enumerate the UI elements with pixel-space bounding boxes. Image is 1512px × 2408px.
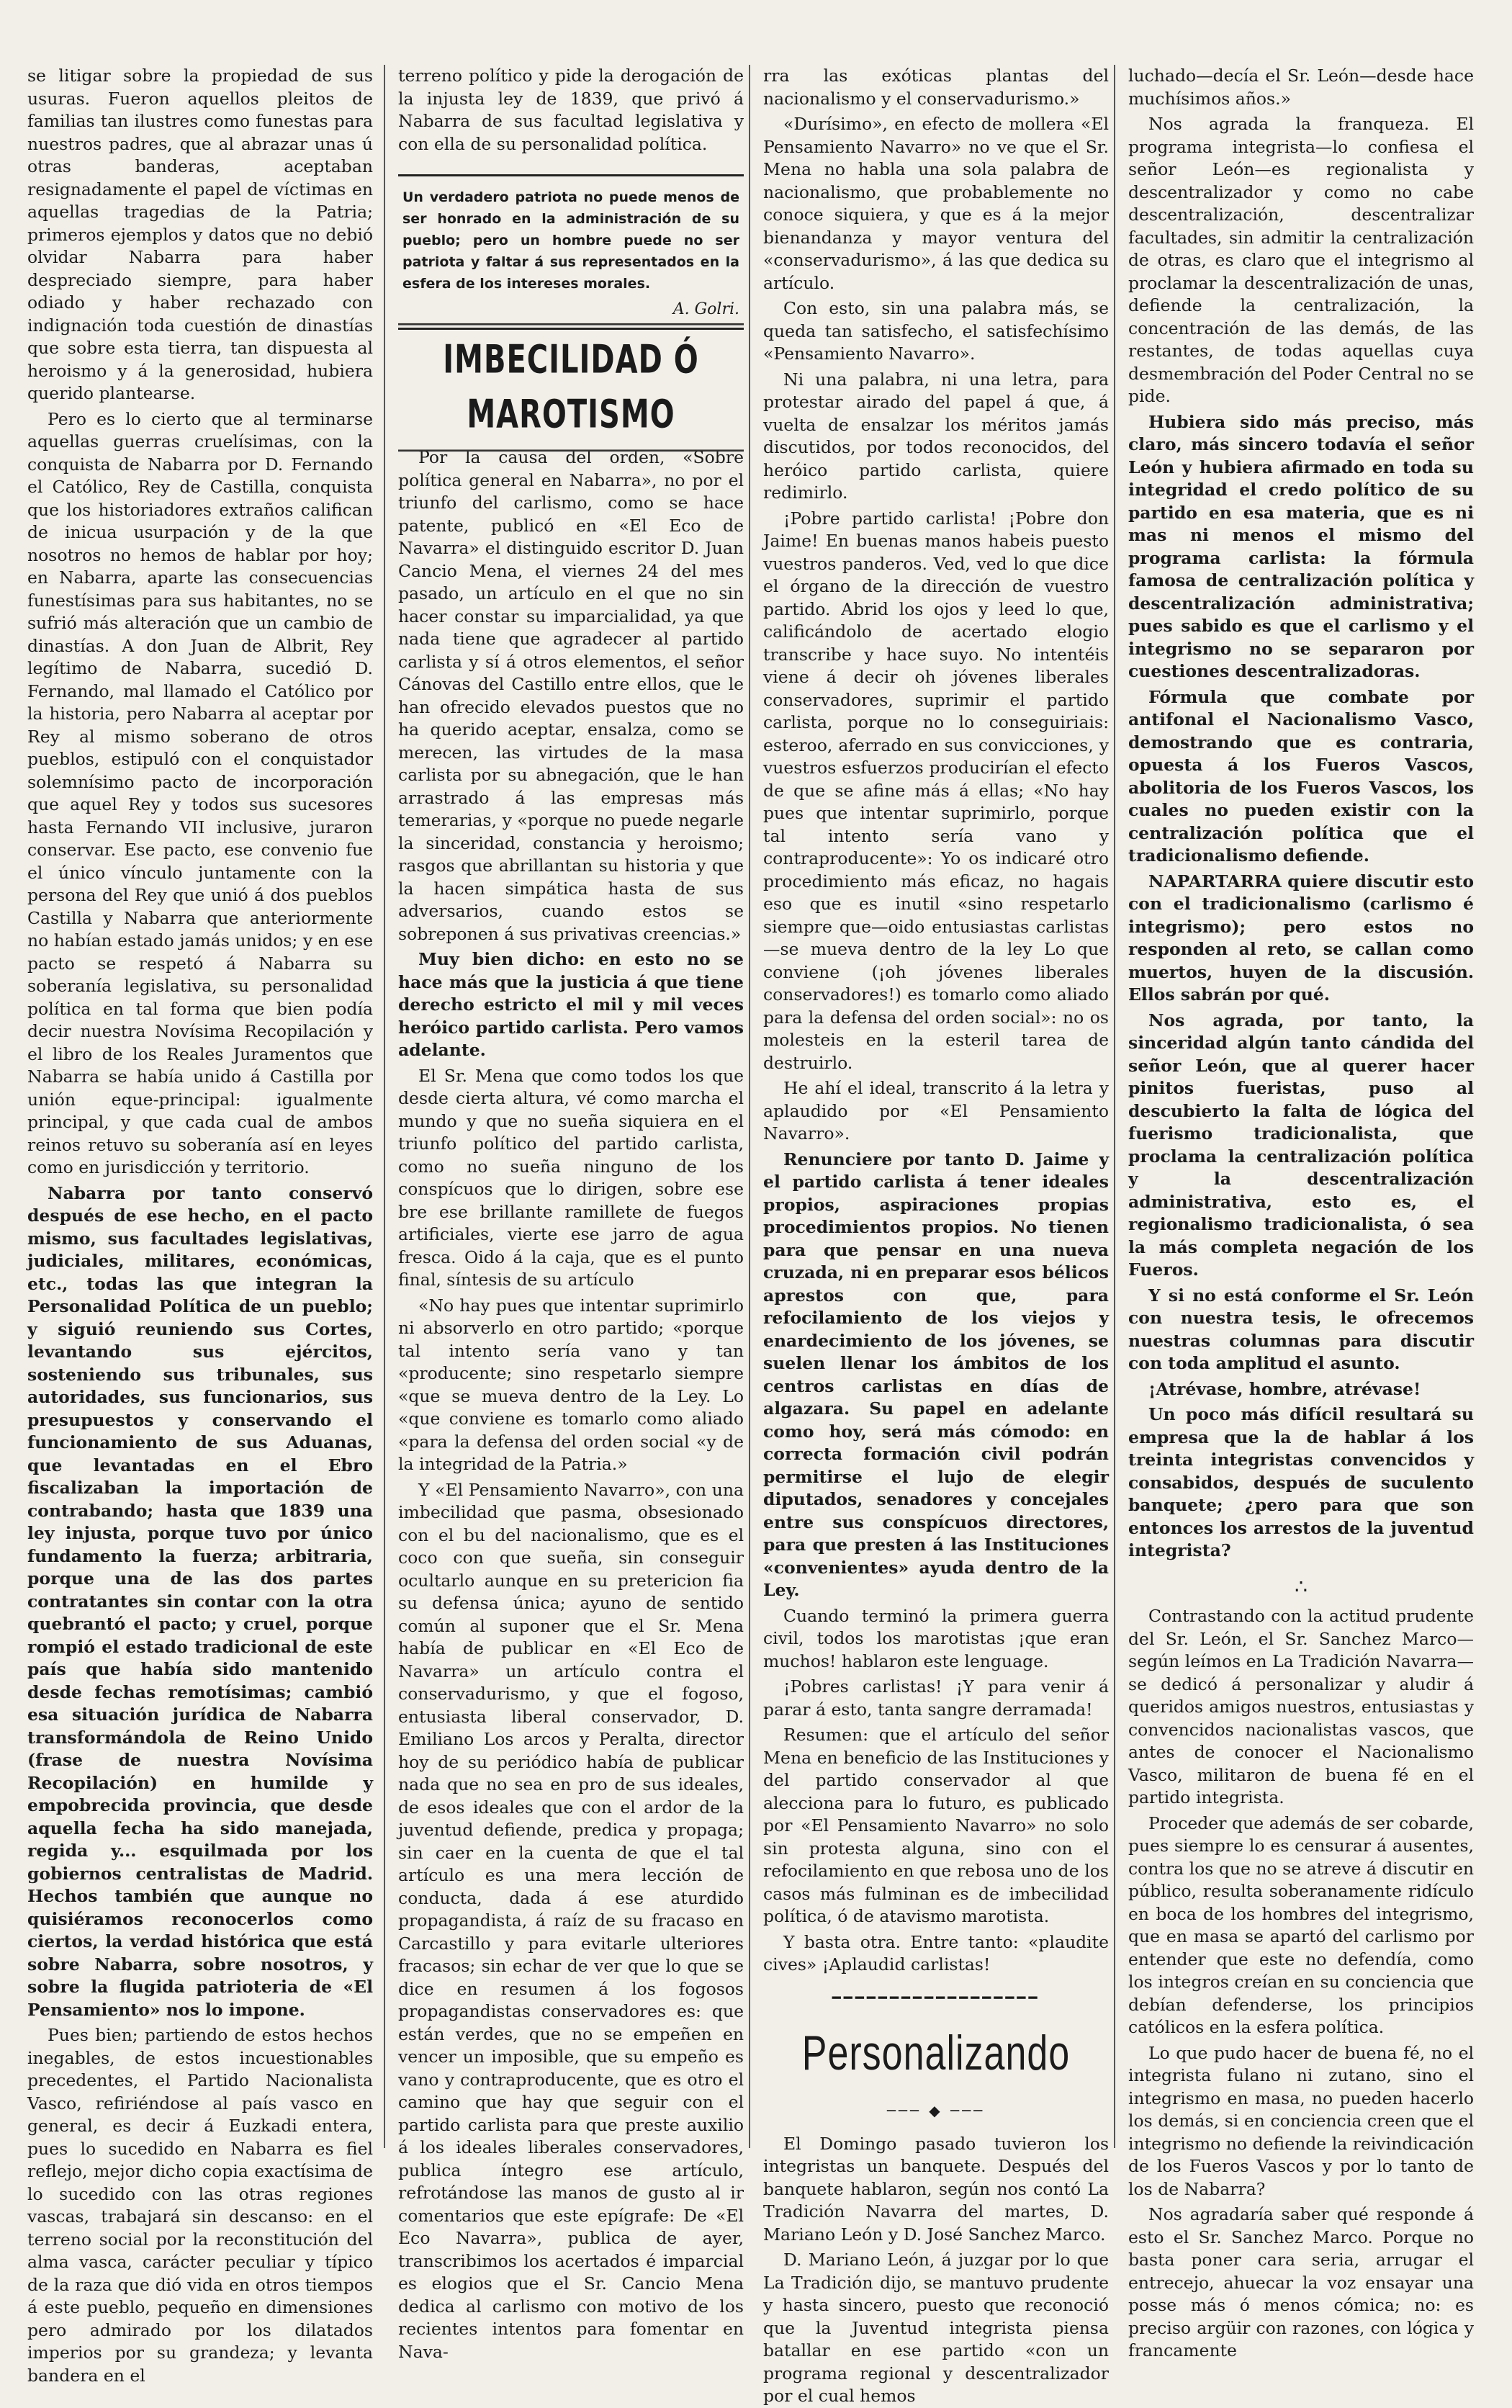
article-paragraph: Nos agradaría saber qué responde á esto el Sr. Sanchez Marco. Porque no basta poner cara seria, arrugar el entrecejo, ahuecar la voz ensayar una posse más ó menos cómica; no: es preciso argüir con razones, con lógica y francamente: [1128, 2204, 1474, 2360]
article-paragraph: Por la causa del orden, «Sobre política general en Nabarra», no por el triunfo del carlismo, como se hace patente, publicó en «El Eco de Navarra» el distinguido escritor D. Juan Cancio Mena, el viernes 24 del mes pasado, un artículo en el que no sin hacer constar su imparcialidad, ya que nada tiene que agradecer al partido carlista y sí á otros elementos, el señor Cánovas del Castillo entre ellos, que le han ofrecido elevados puestos que no ha querido aceptar, ensalza, como se merecen, las virtudes de la masa carlista por su abnegación, que le han arrastrado á las empresas más temerarias, y «porque no puede negarle la sinceridad, constancia y heroismo; rasgos que abrillantan su historia y que la hacen simpática hasta de sus adversarios, cuando estos se sobreponen á sus privativas creencias.»: [398, 447, 744, 944]
article-paragraph: ¡Pobre partido carlista! ¡Pobre don Jaime! En buenas manos habeis puesto vuestros panderos. Ved, ved lo que dice el órgano de la dirección de vuestro partido. Abrid los ojos y leed lo que, calificándolo de acertado elogio transcribe y hace suyo. No intentéis viene á decir oh jóvenes liberales conservadores, suprimir el partido carlista, porque no lo conseguiriais: esteroo, aferrado en sus convicciones, y vuestros esfuerzos producirían el efecto de que se afine más á ellas; «No hay pues que intentar suprimirlo, porque tal intento sería vano y contraproducente»: Yo os indicaré otro procedimiento más eficaz, no hagais eso que es inutil «sino respetarlo siempre que—oido entusiastas carlistas—se mueva dentro de la ley Lo que conviene (¡oh jóvenes liberales conservadores!) es tomarlo como aliado para la defensa del orden social»: no os molesteis en la esteril tarea de destruirlo.: [763, 508, 1109, 1073]
article-paragraph: NAPARTARRA quiere discutir esto con el tradicionalismo (carlismo é integrismo); pero estos no responden al reto, se callan como muertos, huyen de la discusión. Ellos sabrán por qué.: [1128, 871, 1474, 1005]
article-paragraph: Renunciere por tanto D. Jaime y el partido carlista á tener ideales propios, aspiraciones propias procedimientos propios. No tienen para que pensar en una nueva cruzada, ni en preparar esos bélicos aprestos con que, para refocilamiento de los viejos y enardecimiento de los jóvenes, se suelen llenar los ámbitos de los centros carlistas en días de algazara. Su papel en adelante como hoy, será más cómodo: en correcta formación civil podrán permitirse el lujo de elegir diputados, senadores y concejales entre sus conspícuos directores, para que presten á las Instituciones «convenientes» ayuda dentro de la Ley.: [763, 1149, 1109, 1600]
article-paragraph: Contrastando con la actitud prudente del Sr. León, el Sr. Sanchez Marco—según leímos en La Tradición Navarra—se dedicó á personalizar y aludir á queridos amigos nuestros, entusiastas y convencidos nacionalistas vascos, que antes de conocer el Nacionalismo Vasco, militaron de buena fé en el partido integrista.: [1128, 1606, 1474, 1807]
article-paragraph: Nos agrada la franqueza. El programa integrista—lo confiesa el señor León—es regionalista y descentralizador y como no cabe descentralización, descentralizar facultades, sin admitir la centralización de otras, es claro que el integrismo al proclamar la descentralización de unas, defiende la centralización, la concentración de las demás, de las restantes, de todas aquellas cuya desmembración del Poder Central no se pide.: [1128, 114, 1474, 406]
article-paragraph: Y si no está conforme el Sr. León con nuestra tesis, le ofrecemos nuestras columnas para discutir con toda amplitud el asunto.: [1128, 1285, 1474, 1373]
article-paragraph: Muy bien dicho: en esto no se hace más que la justicia á que tiene derecho estricto el mil y mil veces heróico partido carlista. Pero vamos adelante.: [398, 949, 744, 1060]
article-paragraph: «No hay pues que intentar suprimirlo ni absorverlo en otro partido; «porque tal intento sería vano y tan «producente; sino respetarlo siempre «que se mueva dentro de la Ley. Lo «que conviene es tomarlo como aliado «para la defensa del orden social «y de la integridad de la Patria.»: [398, 1295, 744, 1474]
article-paragraph: Y basta otra. Entre tanto: «plaudite cives» ¡Aplaudid carlistas!: [763, 1931, 1109, 1975]
article-paragraph: He ahí el ideal, transcrito á la letra y aplaudido por «El Pensamiento Navarro».: [763, 1078, 1109, 1144]
article-paragraph: Y «El Pensamiento Navarro», con una imbecilidad que pasma, obsesionado con el bu del nacionalismo, que es el coco con que sueña, sin conseguir ocultarlo aunque en su pretericion fia su defensa única; ayuno de sentido común al suponer que el Sr. Mena había de publicar en «El Eco de Navarra» un artículo contra el conservadurismo, y que el fogoso, entusiasta liberal conservador, D. Emiliano Los arcos y Peralta, director hoy de su periódico había de publicar nada que no sea en pro de sus ideales, de esos ideales que con el ardor de la juventud defiende, predica y propaga; sin caer en la cuenta de que el tal artículo es una mera lección de conducta, dada á ese aturdido propagandista, á raíz de su fracaso en Carcastillo y para evitarle ulteriores fracasos; sin echar de ver que lo que se dice en resumen á los fogosos propagandistas conservadores es: que están verdes, que no se empeñen en vencer un imposible, que su empeño es vano y contraproducente, que es otro el camino que hay que seguir con el partido carlista para que preste auxilio á los ideales liberales conservadores, publica íntegro ese artículo, refrotándose las manos de gusto al ir comentarios que este epígrafe: De «El Eco Navarra», publica de ayer, transcribimos los acertados é imparcial es elogios que el Sr. Cancio Mena dedica al carlismo con motivo de los recientes intentos para fomentar en Nava-: [398, 1479, 744, 2362]
article-paragraph: Nos agrada, por tanto, la sinceridad algún tanto cándida del señor León, que al querer hacer pinitos fueristas, puso al descubierto la falta de lógica del fuerismo tradicionalista, que proclama la centralización política y la descentralización administrativa, esto es, el regionalismo tradicionalista, ó sea la más completa negación de los Fueros.: [1128, 1010, 1474, 1280]
quote-text: Un verdadero patriota no puede menos de ser honrado en la administración de su pueblo; pero un hombre puede no ser patriota y faltar á sus representados en la esfera de los intereses morales.: [402, 189, 739, 292]
article-paragraph: Un poco más difícil resultará su empresa que la de hablar á los treinta integristas convencidos y consabidos, después de suculento banquete; ¿pero para que son entonces los arrestos de la juventud integrista?: [1128, 1404, 1474, 1560]
article-paragraph: El Domingo pasado tuvieron los integristas un banquete. Después del banquete hablaron, según nos contó La Tradición Navarra del martes, D. Mariano León y D. José Sanchez Marco.: [763, 2133, 1109, 2245]
article-paragraph: Resumen: que el artículo del señor Mena en beneficio de las Instituciones y del partido conservador al que alecciona para lo futuro, es publicado por «El Pensamiento Navarro» no solo sin protesta alguna, sino con el refocilamiento en que rebosa uno de los casos más fulminan es de imbecilidad política, ó de atavismo marotista.: [763, 1725, 1109, 1926]
article-paragraph: Cuando terminó la primera guerra civil, todos los marotistas ¡que eran muchos! hablaron este lenguage.: [763, 1605, 1109, 1671]
column-rule: [749, 65, 750, 2148]
ornament-divider: ─── ◆ ───: [886, 2102, 986, 2119]
article-paragraph: D. Mariano León, á juzgar por lo que La Tradición dijo, se mantuvo prudente y hasta sincero, puesto que reconoció que la Juventud integrista piensa batallar en ese partido «con un programa regional y descentralizador por el cual hemos: [763, 2250, 1109, 2406]
article-paragraph: Hubiera sido más preciso, más claro, más sincero todavía el señor León y hubiera afirmado en toda su integridad el credo político de su partido en esa materia, que es ni mas ni menos el mismo del programa carlista: la fórmula famosa de centralización política y descentralización administrativa; pues sabido es que el carlismo y el integrismo no se separaron por cuestiones descentralizadoras.: [1128, 411, 1474, 681]
article-paragraph: rra las exóticas plantas del nacionalismo y el conservadurismo.»: [763, 66, 1109, 109]
article-paragraph: ¡Pobres carlistas! ¡Y para venir á parar á esto, tanta sangre derramada!: [763, 1676, 1109, 1720]
article-headline: IMBECILIDAD Ó MAROTISMO: [398, 323, 744, 452]
column-rule: [1114, 65, 1115, 2148]
column-4: [1128, 65, 1474, 2360]
article-paragraph: Ni una palabra, ni una letra, para protestar airado del papel á que, á vuelta de ensalzar los méritos jamás discutidos, por todos reconocidos, del heróico partido carlista, quiere redimirlo.: [763, 369, 1109, 503]
quote-box: [398, 174, 744, 330]
ornament-divider: ━━━━━━━━━━━━━━━━━━: [832, 1988, 1040, 2006]
column-rule: [384, 65, 385, 2148]
article-paragraph: luchado—decía el Sr. León—desde hace muchísimos años.»: [1128, 66, 1474, 109]
article-paragraph: ¡Atrévase, hombre, atrévase!: [1148, 1378, 1421, 1399]
article-paragraph: Fórmula que combate por antifonal el Nacionalismo Vasco, demostrando que es contraria, opuesta á los Fueros Vascos, abolitoria de los Fueros Vascos, los cuales no pueden existir con la centralización política que el tradicionalismo defiende.: [1128, 686, 1474, 866]
quote-signature: A. Golri.: [672, 300, 739, 318]
article-paragraph: Nabarra por tanto conservó después de ese hecho, en el pacto mismo, sus facultades legislativas, judiciales, militares, económicas, etc., todas las que integran la Personalidad Política de un pueblo; y siguió reuniendo sus Cortes, levantando sus ejércitos, sosteniendo sus tribunales, sus autoridades, sus funcionarios, sus presupuestos y conservando el funcionamiento de sus Aduanas, que levantadas en el Ebro fiscalizaban la importación de contrabando; hasta que 1839 una ley injusta, porque tuvo por único fundamento la fuerza; arbitraria, porque una de las dos partes contratantes sin contar con la otra quebrantó el pacto; y cruel, porque rompió el estado tradicional de este país que había sido mantenido desde fechas remotísimas; cambió esa situación jurídica de Nabarra transformándola de Reino Unido (frase de nuestra Novísima Recopilación) en humilde y empobrecida provincia, que desde aquella fecha ha sido manejada, regida y... esquilmada por los gobiernos centralistas de Madrid. Hechos también que aunque no quisiéramos reconocerlos como ciertos, la verdad histórica que está sobre Nabarra, sobre nosotros, y sobre la flugida patrioteria de «El Pensamiento» nos lo impone.: [27, 1182, 373, 2020]
article-paragraph: El Sr. Mena que como todos los que desde cierta altura, vé como marcha el mundo y que no sueña siquiera en el triunfo político del partido carlista, como no sueña ninguno de los conspícuos que lo dirigen, sobre ese bre ese brillante ramillete de fuegos artificiales, vierte ese jarro de agua fresca. Oido á la caja, que es el punto final, síntesis de su artículo: [398, 1065, 744, 1290]
article-paragraph: Con esto, sin una palabra más, se queda tan satisfecho, el satisfechísimo «Pensamiento Navarro».: [763, 298, 1109, 364]
section-separator: ∴: [1295, 1574, 1308, 1599]
column-1: [27, 65, 373, 2386]
column-2: [398, 65, 744, 2362]
article-paragraph: Lo que pudo hacer de buena fé, no el integrista fulano ni zutano, sino el integrismo en masa, no pueden hacerlo los demás, si en conciencia creen que el integrismo no defiende la reivindicación de los Fueros Vascos y por lo tanto de los de Nabarra?: [1128, 2042, 1474, 2199]
article-paragraph: se litigar sobre la propiedad de sus usuras. Fueron aquellos pleitos de familias tan ilustres como funestas para nuestros padres, que al abrazar unas ú otras banderas, aceptaban resignadamente el papel de víctimas en aquellas tragedias de la Patria; primeros ejemplos y datos que no debió olvidar Nabarra para haber despreciado siempre, para haber odiado y haber rechazado con indignación toda cuestión de dinastías que sobre esta tierra, tan dispuesta al heroismo y á la generosidad, hubiera querido plantearse.: [27, 66, 373, 403]
article-headline: Personalizando: [801, 2026, 1071, 2081]
article-paragraph: Proceder que además de ser cobarde, pues siempre lo es censurar á ausentes, contra los que no se atreve á discutir en público, resulta soberanamente ridículo en boca de los hombres del integrismo, que en masa se apartó del carlismo por entender que este no defendía, como los integros creían en su conciencia que debían defenderse, los principios católicos en la esfera política.: [1128, 1812, 1474, 2037]
article-paragraph: «Durísimo», en efecto de mollera «El Pensamiento Navarro» no ve que el Sr. Mena no habla una sola palabra de nacionalismo, que probablemente no conoce siquiera, y que es á la mejor bienandanza y mayor ventura del «conservadurismo», á las que dedica su artículo.: [763, 114, 1109, 293]
article-paragraph: Pues bien; partiendo de estos hechos inegables, de estos incuestionables precedentes, el Partido Nacionalista Vasco, refiriéndose al país vasco en general, es decir á Euzkadi entera, pues lo sucedido en Nabarra es fiel reflejo, mejor dicho copia exactísima de lo sucedido con las otras regiones vascas, trabajará sin descanso: en el terreno social por la reconstitución del alma vasca, carácter peculiar y típico de la raza que dió vida en otros tiempos á este pueblo, pequeño en dimensiones pero admirado por los dilatados imperios por su grandeza; y levanta bandera en el: [27, 2025, 373, 2386]
column-3: [763, 65, 1109, 2406]
article-paragraph: Pero es lo cierto que al terminarse aquellas guerras cruelísimas, con la conquista de Nabarra por D. Fernando el Católico, Rey de Castilla, conquista que los historiadores extraños califican de inicua usurpación y de la que nosotros no hemos de hablar por hoy; en Nabarra, aparte las consecuencias funestísimas para sus habitantes, no se sufrió más alteración que un cambio de dinastías. A don Juan de Albrit, Rey legítimo de Nabarra, sucedió D. Fernando, mal llamado el Católico por la historia, pero Nabarra al aceptar por Rey al mismo soberano de otros pueblos, estipuló con el conquistador solemnísimo pacto de incorporación que aquel Rey y todos sus sucesores hasta Fernando VII inclusive, juraron conservar. Ese pacto, ese convenio fue el único vínculo juntamente con la persona del Rey que unió á dos pueblos Castilla y Nabarra que anteriormente no habían estado jamás unidos; y en ese pacto se respetó á Nabarra su soberanía legislativa, su personalidad política en tal forma que bien podía decir nuestra Novísima Recopilación y el libro de los Reales Juramentos que Nabarra se había unido á Castilla por unión eque-principal: igualmente principal, y que cada cual de ambos reinos retuvo su soberanía así en leyes como en jurisdicción y territorio.: [27, 408, 373, 1177]
article-paragraph: terreno político y pide la derogación de la injusta ley de 1839, que privó á Nabarra de sus facultad legislativa y con ella de su personalidad política.: [398, 66, 744, 154]
